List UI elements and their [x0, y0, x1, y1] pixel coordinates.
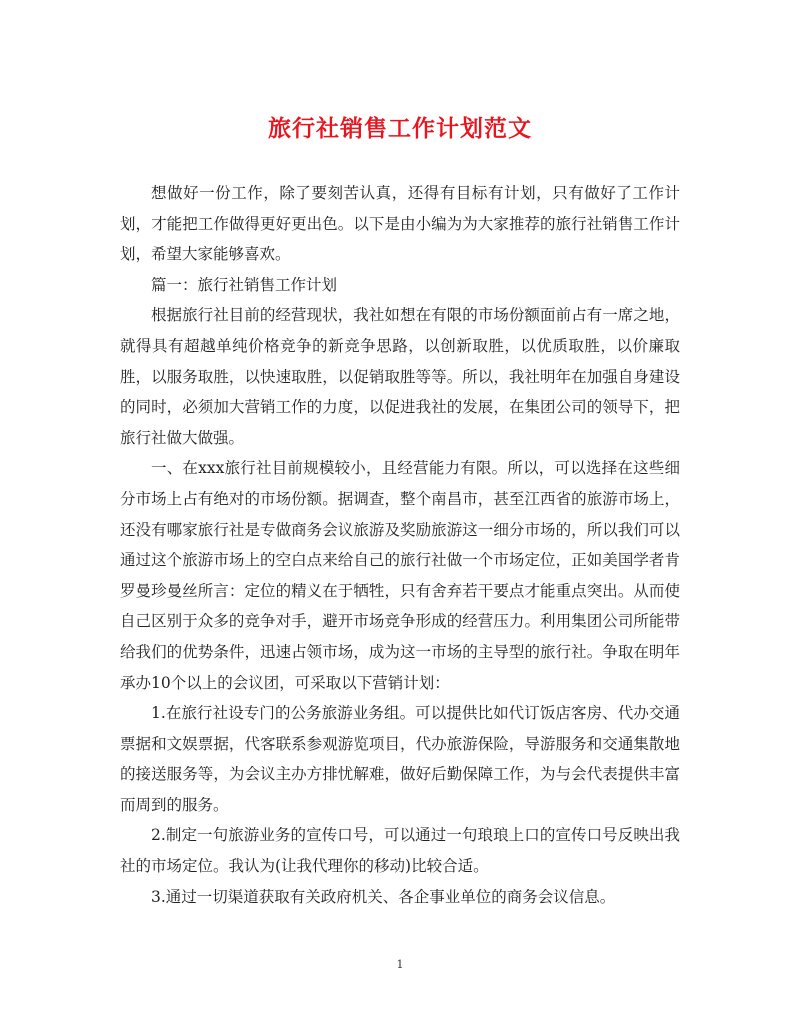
- intro-paragraph: 想做好一份工作，除了要刻苦认真，还得有目标有计划，只有做好了工作计划，才能把工作做得更好更出色。以下是由小编为为大家推荐的旅行社销售工作计划，希望大家能够喜欢。: [120, 184, 680, 264]
- list-item: 2.制定一句旅游业务的宣传口号，可以通过一句琅琅上口的宣传口号反映出我社的市场定位。我认为(让我代理你的移动)比较合适。: [120, 826, 680, 876]
- document-title: 旅行社销售工作计划范文: [268, 115, 532, 142]
- list-item: 1.在旅行社设专门的公务旅游业务组。可以提供比如代订饭店客房、代办交通票据和文娱票据，代客联系参观游览项目，代办旅游保险，导游服务和交通集散地的接送服务等，为会议主办方排忧解难，做好后勤保障工作，为与会代表提供丰富而周到的服务。: [120, 704, 680, 814]
- body-paragraph: 根据旅行社目前的经营现状，我社如想在有限的市场份额面前占有一席之地，就得具有超越单纯价格竞争的新竞争思路，以创新取胜，以优质取胜，以价廉取胜，以服务取胜，以快速取胜，以促销取胜等等。所以，我社明年在加强自身建设的同时，必须加大营销工作的力度，以促进我社的发展，在集团公司的领导下，把旅行社做大做强。: [120, 306, 680, 447]
- page-number: 1: [396, 958, 404, 971]
- list-item: 3.通过一切渠道获取有关政府机关、各企事业单位的商务会议信息。: [151, 887, 616, 906]
- body-paragraph: 一、在xxx旅行社目前规模较小，且经营能力有限。所以，可以选择在这些细分市场上占有绝对的市场份额。据调查，整个南昌市，甚至江西省的旅游市场上，还没有哪家旅行社是专做商务会议旅游及奖励旅游这一细分市场的，所以我们可以通过这个旅游市场上的空白点来给自己的旅行社做一个市场定位，正如美国学者肯罗曼珍曼丝所言：定位的精义在于牺牲，只有舍弃若干要点才能重点突出。从而使自己区别于众多的竞争对手，避开市场竞争形成的经营压力。利用集团公司所能带给我们的优势条件，迅速占领市场，成为这一市场的主导型的旅行社。争取在明年承办10个以上的会议团，可采取以下营销计划：: [120, 459, 680, 692]
- document-body: [120, 178, 680, 912]
- section-heading: 篇一：旅行社销售工作计划: [151, 275, 338, 294]
